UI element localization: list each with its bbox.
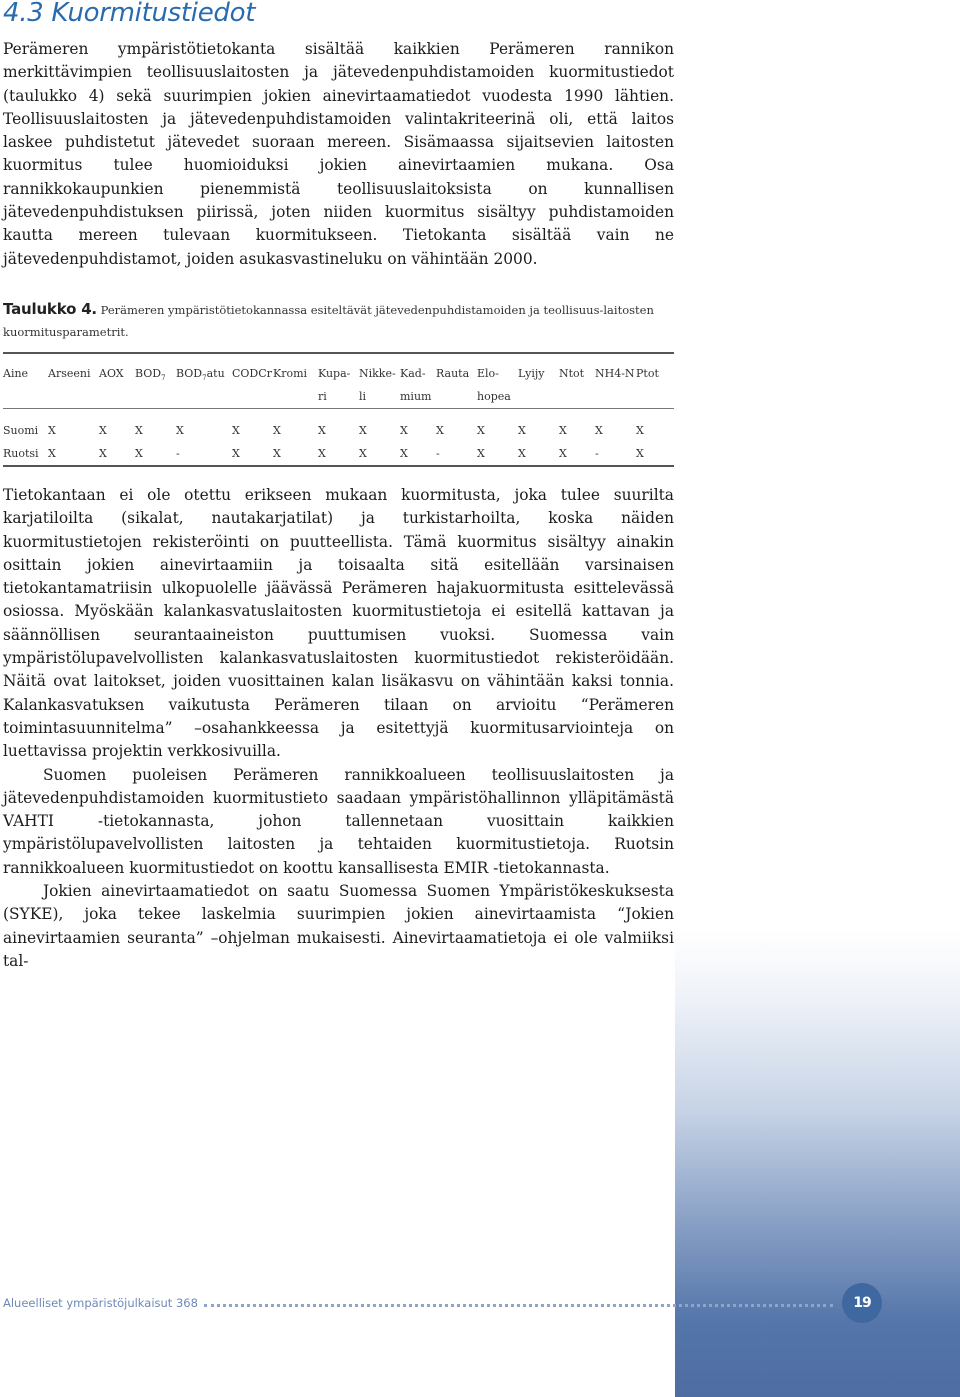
body-paragraph-1: Tietokantaan ei ole otettu erikseen mukaan kuormitusta, joka tulee suurilta karjatiloilta (sikalat, nautakarjatilat) ja turkistarhoilta, koska näiden kuormitustietojen rekisteröinti on puutteellista. Tämä kuormitus sisältyy ainakin osittain jokien ainevirtaamiin ja toisaalta sitä esitellään varsinaisen tietokantamatriisin ulkopuolelle jäävässä Perämeren hajakuormitusta esittelevässä osiossa. Myöskään kalankasvatuslaitosten kuormitustietoja ei esitellä kattavan ja säännöllisen seurantaaineiston puuttumisen vuoksi. Suomessa vain ympäristölupavelvollisten kalankasvatuslaitosten kuormitustiedot rekisteröidään. Näitä ovat laitokset, joiden vuosittainen kalan lisäkasvu on vähintään kaksi tonnia. Kalankasvatuksen vaikutusta Perämeren tilaan on arvioitu “Perämeren toimintasuunnitelma” –osahankkeessa ja esitettyjä kuormitusarviointeja on luettavissa projektin verkkosivuilla. xyxy=(3,486,674,761)
table-cell: X xyxy=(359,424,367,437)
table-caption xyxy=(3,298,663,343)
table-cell: X xyxy=(273,424,281,437)
table-cell: X xyxy=(318,424,326,437)
table-cell: - xyxy=(436,442,477,466)
header-cell-aine: Aine xyxy=(3,353,48,409)
header-cell-ptot: Ptot xyxy=(636,353,674,409)
table-row-ruotsi xyxy=(3,442,674,466)
table-cell: X xyxy=(636,442,674,466)
body-paragraph-3: Jokien ainevirtaamatiedot on saatu Suomessa Suomen Ympäristökeskuksesta (SYKE), joka tekee laskelmia suurimpien jokien ainevirtaamista “Jokien ainevirtaamien seuranta” –ohjelman mukaisesti. Ainevirtaamatietoja ei ole valmiiksi tal- xyxy=(3,882,674,970)
table-cell: X xyxy=(99,424,107,437)
table-cell: X xyxy=(436,424,444,437)
header-cell-bod7: $BOD_7$ xyxy=(135,353,176,409)
table-cell: Suomi xyxy=(3,424,39,437)
table-cell: X xyxy=(518,424,526,437)
table-label: Taulukko 4. xyxy=(3,300,97,318)
table-cell: X xyxy=(518,442,559,466)
header-cell-nh4n: NH4-N xyxy=(595,353,636,409)
table-cell: X xyxy=(595,424,603,437)
intro-paragraph: Perämeren ympäristötietokanta sisältää kaikkien Perämeren rannikon merkittävimpien teollisuuslaitosten ja jätevedenpuhdistamoiden kuormitustiedot (taulukko 4) sekä suurimpien jokien ainevirtaamatiedot vuodesta 1990 lähtien. Teollisuuslaitosten ja jätevedenpuhdistamoiden valintakriteerinä oli, että laitos laskee puhdistetut jätevedet suoraan mereen. Sisämaassa sijaitsevien laitosten kuormitus tulee huomioiduksi jokien ainevirtaamien mukana. Osa rannikkokaupunkien pienemmistä teollisuuslaitoksista on kunnallisen jätevedenpuhdistuksen piirissä, joten niiden kuormitus sisältyy puhdistamoiden kautta mereen tulevaan kuormitukseen. Tietokanta sisältää vain ne jätevedenpuhdistamot, joiden asukasvastineluku on vähintään 2000. xyxy=(3,40,674,268)
table-cell: X xyxy=(135,424,143,437)
table-cell: X xyxy=(273,442,318,466)
table-cell: X xyxy=(559,442,595,466)
header-cell-rauta: Rauta xyxy=(436,353,477,409)
table-row-suomi xyxy=(3,409,674,443)
load-parameters-table xyxy=(3,352,674,467)
table-cell: X xyxy=(636,424,644,437)
header-cell-ntot: Ntot xyxy=(559,353,595,409)
header-cell-bod7-atu: $BOD_7atu$ xyxy=(176,353,232,409)
publication-series: Alueelliset ympäristöjulkaisut 368 xyxy=(3,1296,198,1310)
page-footer xyxy=(3,1294,833,1310)
table-caption-text: Perämeren ympäristötietokannassa esiteltävät jätevedenpuhdistamoiden ja teollisuus-laitosten kuormitusparametrit. xyxy=(3,303,654,339)
table-cell: X xyxy=(176,424,184,437)
table-cell: X xyxy=(232,442,273,466)
table-cell: X xyxy=(400,424,408,437)
header-cell-kadmium: Kad- mium xyxy=(400,353,436,409)
intro-text-block xyxy=(3,38,674,271)
table-cell: X xyxy=(48,442,99,466)
header-cell-kupari: Kupa- ri xyxy=(318,353,359,409)
table-cell: X xyxy=(477,424,485,437)
page-number-badge: 19 xyxy=(842,1283,882,1323)
header-cell-arseeni: Arseeni xyxy=(48,353,99,409)
body-text-block xyxy=(3,484,674,973)
table-cell: - xyxy=(176,442,232,466)
table-cell: Ruotsi xyxy=(3,442,48,466)
table-header-row xyxy=(3,353,674,409)
table-cell: X xyxy=(48,424,56,437)
table-cell: X xyxy=(477,442,518,466)
header-cell-aox: AOX xyxy=(99,353,135,409)
table-cell: X xyxy=(232,424,240,437)
decorative-sidebar-gradient xyxy=(675,0,960,1397)
header-cell-lyijy: Lyijy xyxy=(518,353,559,409)
section-heading: 4.3 Kuormitustiedot xyxy=(3,0,256,28)
table-cell: X xyxy=(400,442,436,466)
header-cell-codcr: CODCr xyxy=(232,353,273,409)
table-cell: X xyxy=(318,442,359,466)
table-cell: X xyxy=(99,442,135,466)
footer-dotted-leader xyxy=(204,1304,833,1307)
header-cell-elohopea: Elo- hopea xyxy=(477,353,518,409)
header-cell-kromi: Kromi xyxy=(273,353,318,409)
table-cell: X xyxy=(559,424,567,437)
header-cell-nikkeli: Nikke- li xyxy=(359,353,400,409)
table-cell: - xyxy=(595,442,636,466)
body-paragraph-2: Suomen puoleisen Perämeren rannikkoalueen teollisuuslaitosten ja jätevedenpuhdistamoiden kuormitustieto saadaan ympäristöhallinnon ylläpitämästä VAHTI -tietokannasta, johon tallennetaan vuosittain kaikkien ympäristölupavelvollisten laitosten ja tehtaiden kuormitustietoja. Ruotsin rannikkoalueen kuormitustiedot on koottu kansallisesta EMIR -tietokannasta. xyxy=(3,765,674,877)
table-cell: X xyxy=(135,442,176,466)
table-cell: X xyxy=(359,442,400,466)
